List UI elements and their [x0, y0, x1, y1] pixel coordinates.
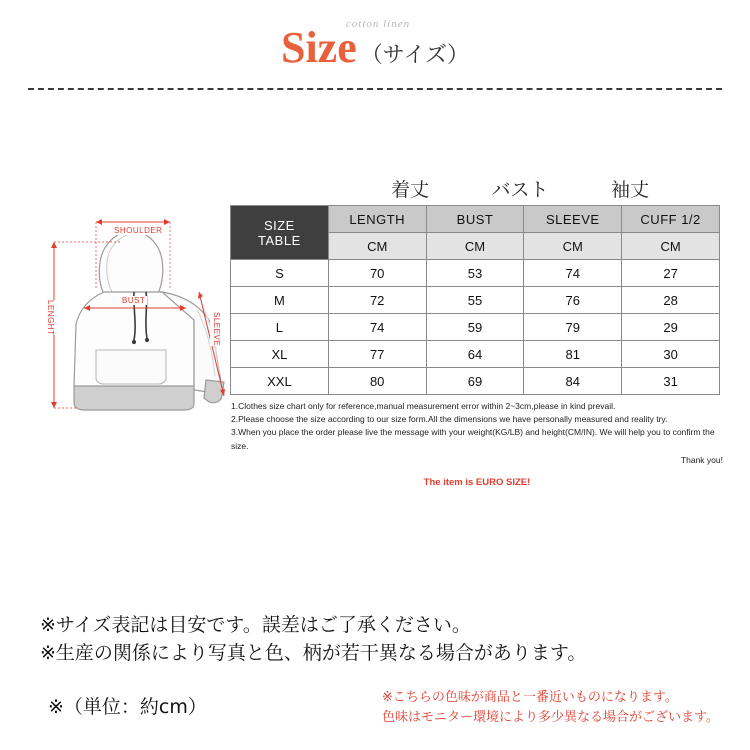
- header-length: LENGTH: [328, 206, 426, 233]
- unit-note: ※（単位：約cm）: [48, 696, 207, 718]
- table-corner-label: [231, 206, 329, 260]
- unit-cuff: CM: [622, 233, 720, 260]
- page-header: [0, 0, 750, 70]
- note-thanks: Thank you!: [680, 454, 723, 465]
- column-label-bust: バスト: [491, 179, 549, 201]
- cell-s-bust: 53: [426, 260, 524, 287]
- corner-label-line2: TABLE: [258, 232, 301, 248]
- unit-bust: CM: [426, 233, 524, 260]
- row-size-xxl: XXL: [231, 368, 329, 395]
- header-sleeve: SLEEVE: [524, 206, 622, 233]
- row-size-m: M: [231, 287, 329, 314]
- label-sleeve: SLEEVE: [212, 312, 221, 347]
- page-title-sub: （サイズ）: [360, 43, 469, 68]
- cell-m-cuff: 28: [622, 287, 720, 314]
- size-table-container: [230, 205, 720, 395]
- cell-l-bust: 59: [426, 314, 524, 341]
- cell-s-sleeve: 74: [524, 260, 622, 287]
- table-header-row: [231, 206, 720, 233]
- cell-m-bust: 55: [426, 287, 524, 314]
- label-bust: BUST: [122, 296, 146, 305]
- cell-xl-bust: 64: [426, 341, 524, 368]
- disclaimer-line-1: ※サイズ表記は目安です。誤差はご了承ください。: [40, 614, 471, 636]
- cell-m-length: 72: [328, 287, 426, 314]
- header-script-text: cotton linen: [345, 18, 411, 30]
- table-row: [231, 341, 720, 368]
- bottom-disclaimer: [40, 612, 710, 667]
- japanese-column-labels: [355, 175, 685, 202]
- row-size-xl: XL: [231, 341, 329, 368]
- cell-xxl-bust: 69: [426, 368, 524, 395]
- cell-l-sleeve: 79: [524, 314, 622, 341]
- color-disclaimer-line-1: ※こちらの色味が商品と一番近いものになります。: [382, 690, 678, 705]
- header-bust: BUST: [426, 206, 524, 233]
- table-row: [231, 368, 720, 395]
- cell-s-cuff: 27: [622, 260, 720, 287]
- note-line-2: 2.Please choose the size according to our size form.All the dimensions we have personally measured and reality try.: [231, 414, 668, 425]
- euro-size-note: The item is EURO SIZE!: [423, 476, 531, 488]
- color-disclaimer-line-2: 色味はモニター環境により多少異なる場合がございます。: [382, 709, 719, 725]
- column-label-length: 着丈: [390, 179, 429, 201]
- cell-xl-length: 77: [328, 341, 426, 368]
- note-line-3: 3.When you place the order please live the message with your weight(KG/LB) and height(CM/IN). We will help you to confirm the size.: [231, 427, 715, 451]
- cell-xl-sleeve: 81: [524, 341, 622, 368]
- cell-xxl-sleeve: 84: [524, 368, 622, 395]
- row-size-s: S: [231, 260, 329, 287]
- label-shoulder: SHOULDER: [114, 226, 163, 235]
- cell-xxl-length: 80: [328, 368, 426, 395]
- unit-length: CM: [328, 233, 426, 260]
- column-label-sleeve: 袖丈: [610, 179, 649, 201]
- cell-l-cuff: 29: [622, 314, 720, 341]
- corner-label-line1: SIZE: [263, 217, 295, 233]
- header-cuff: CUFF 1/2: [622, 206, 720, 233]
- page-title-main: Size: [280, 23, 357, 72]
- cell-xxl-cuff: 31: [622, 368, 720, 395]
- cell-xl-cuff: 30: [622, 341, 720, 368]
- row-size-l: L: [231, 314, 329, 341]
- cell-m-sleeve: 76: [524, 287, 622, 314]
- label-length: LENGHT: [46, 300, 55, 336]
- table-row: [231, 314, 720, 341]
- cell-s-length: 70: [328, 260, 426, 287]
- disclaimer-line-2: ※生産の関係により写真と色、柄が若干異なる場合があります。: [40, 641, 587, 664]
- table-notes: [231, 400, 723, 491]
- table-row: [231, 260, 720, 287]
- table-row: [231, 287, 720, 314]
- color-disclaimer: [382, 688, 732, 727]
- size-table: [230, 205, 720, 395]
- unit-sleeve: CM: [524, 233, 622, 260]
- cell-l-length: 74: [328, 314, 426, 341]
- note-line-1: 1.Clothes size chart only for reference,manual measurement error within 2~3cm,please in kind prevail.: [231, 401, 616, 411]
- divider-dashed: [28, 88, 722, 90]
